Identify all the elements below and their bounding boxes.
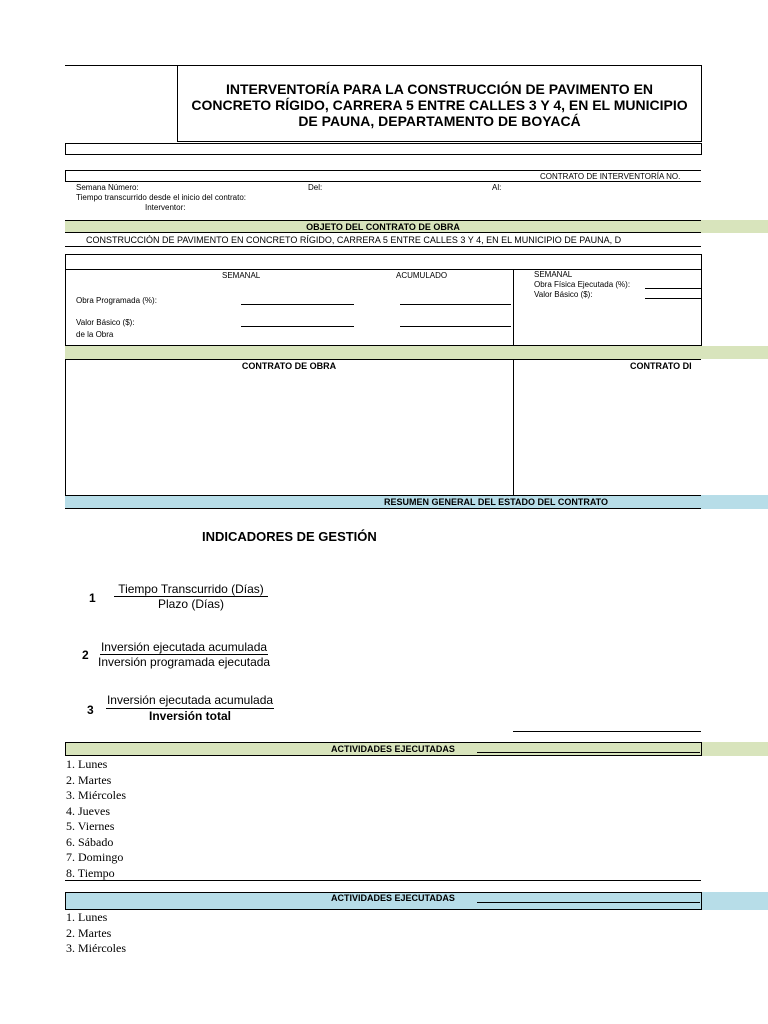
basic-value-accumulated-field[interactable]	[400, 326, 511, 327]
object-heading-top-rule	[65, 220, 701, 221]
indicator-numerator: Inversión ejecutada acumulada	[100, 640, 268, 654]
contract-number-label: CONTRATO DE INTERVENTORÍA NO.	[540, 172, 681, 181]
activities-heading-line	[477, 752, 700, 753]
physical-executed-label: Obra Física Ejecutada (%):	[534, 280, 631, 289]
title-line: CONCRETO RÍGIDO, CARRERA 5 ENTRE CALLES 3 Y 4, EN EL MUNICIPIO	[191, 97, 688, 113]
works-contract-heading: CONTRATO DE OBRA	[241, 361, 337, 371]
indicator-result-line	[513, 731, 701, 732]
list-item: 7. Domingo	[66, 850, 124, 864]
programmed-weekly-field[interactable]	[241, 304, 354, 305]
to-label: Al:	[492, 183, 502, 192]
list-item: 1. Lunes	[66, 757, 108, 771]
indicator-number: 1	[89, 591, 96, 605]
summary-heading: RESUMEN GENERAL DEL ESTADO DEL CONTRATO	[383, 497, 608, 507]
basic-value-label: Valor Básico ($):	[76, 318, 135, 327]
list-item: 2. Martes	[66, 925, 112, 940]
summary-bottom-rule	[65, 508, 701, 509]
list-item: 3. Miércoles	[66, 788, 126, 802]
right-weekly-label: SEMANAL	[534, 270, 573, 279]
progress-section	[65, 254, 702, 346]
accumulated-column-label: ACUMULADO	[396, 271, 448, 280]
progress-divider	[513, 269, 514, 346]
indicator-number: 3	[87, 703, 94, 717]
indicator-denominator: Inversión total	[148, 709, 231, 723]
object-description-rule	[65, 246, 701, 247]
list-item: 1. Lunes	[66, 910, 108, 924]
right-contract-heading: CONTRATO DI	[630, 361, 692, 371]
elapsed-time-label: Tiempo transcurrido desde el inicio del contrato:	[76, 193, 247, 202]
physical-executed-field[interactable]	[645, 288, 701, 289]
object-description: CONSTRUCCIÓN DE PAVIMENTO EN CONCRETO RÍGIDO, CARRERA 5 ENTRE CALLES 3 Y 4, EN EL MUNICIPIO DE PAUNA, D	[86, 235, 622, 245]
header-right-border	[701, 65, 702, 142]
contract-info-top-rule	[65, 170, 701, 171]
activities2-heading: ACTIVIDADES EJECUTADAS	[331, 893, 455, 903]
indicator-denominator: Inversión programada ejecutada	[98, 655, 271, 669]
list-item: 8. Tiempo	[66, 865, 115, 880]
inspector-label: Interventor:	[145, 203, 186, 212]
contracts-divider	[513, 359, 514, 495]
green-separator-band	[65, 346, 768, 359]
of-work-label: de la Obra	[76, 330, 114, 339]
contract-info-mid-rule	[65, 181, 701, 182]
activities-list	[66, 757, 126, 881]
right-basic-value-field[interactable]	[645, 298, 701, 299]
from-label: Del:	[308, 183, 323, 192]
basic-value-weekly-field[interactable]	[241, 326, 354, 327]
activities-heading: ACTIVIDADES EJECUTADAS	[331, 744, 455, 754]
list-item: 2. Martes	[66, 772, 112, 787]
programmed-work-label: Obra Programada (%):	[76, 296, 157, 305]
contracts-top-rule	[65, 359, 701, 360]
title-line: DE PAUNA, DEPARTAMENTO DE BOYACÁ	[298, 113, 581, 129]
activities2-list	[66, 910, 126, 957]
progress-header-rule	[65, 269, 701, 270]
title-line: INTERVENTORÍA PARA LA CONSTRUCCIÓN DE PAVIMENTO EN	[225, 81, 654, 97]
indicator-numerator: Tiempo Transcurrido (Días)	[118, 582, 264, 596]
blank-row	[65, 143, 702, 155]
header-top-rule	[65, 65, 701, 66]
list-item: 6. Sábado	[66, 834, 114, 849]
object-heading: OBJETO DEL CONTRATO DE OBRA	[306, 222, 460, 232]
weekly-column-label: SEMANAL	[222, 271, 261, 280]
document-title	[178, 81, 701, 129]
indicator-denominator: Plazo (Días)	[157, 597, 225, 611]
activities2-top-rule	[65, 880, 701, 881]
indicators-heading: INDICADORES DE GESTIÓN	[202, 529, 377, 544]
week-number-label: Semana Número:	[76, 183, 139, 192]
activities2-heading-line	[477, 902, 700, 903]
indicator-numerator: Inversión ejecutada acumulada	[106, 693, 274, 707]
summary-top-rule	[65, 495, 701, 496]
programmed-accumulated-field[interactable]	[400, 304, 511, 305]
contracts-left-rule	[65, 359, 66, 495]
header-bottom-rule	[177, 141, 701, 142]
right-basic-value-label: Valor Básico ($):	[534, 290, 593, 299]
list-item: 3. Miércoles	[66, 941, 126, 955]
list-item: 4. Jueves	[66, 803, 110, 818]
object-heading-bottom-rule	[65, 232, 701, 233]
list-item: 5. Viernes	[66, 819, 115, 833]
indicator-number: 2	[82, 648, 89, 662]
